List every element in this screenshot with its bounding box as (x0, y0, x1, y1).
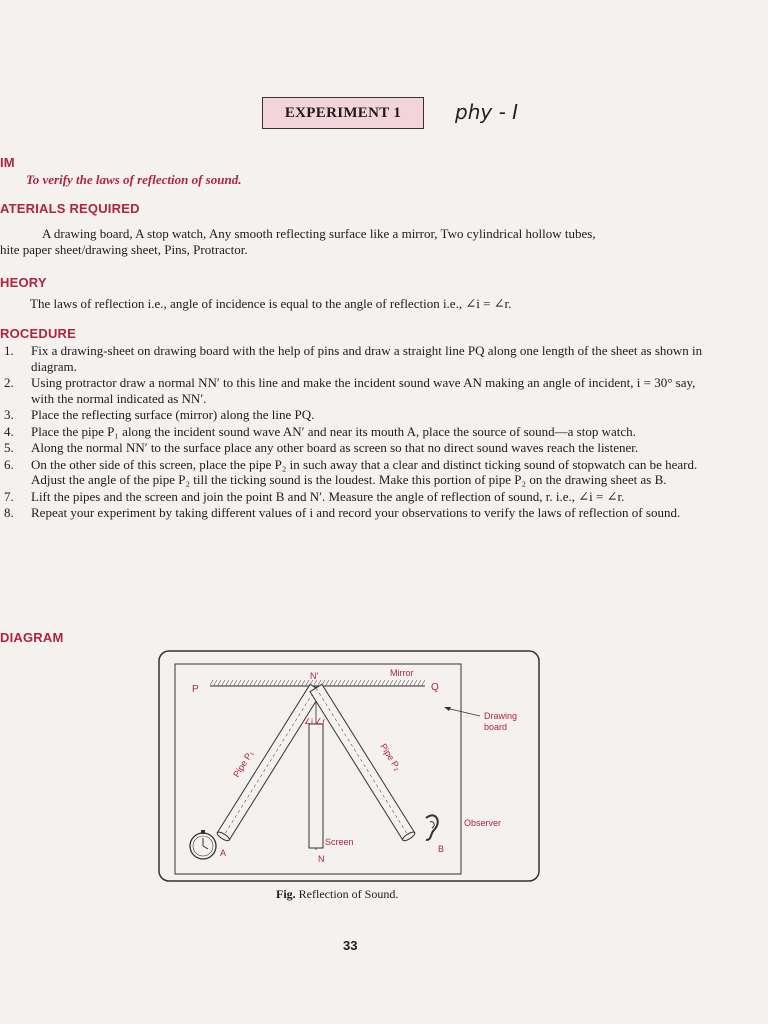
pipe-p1 (216, 684, 322, 842)
label-board: board (484, 722, 508, 732)
procedure-step: 7. Lift the pipes and the screen and join the point B and N′. Measure the angle of reflection of sound, r. i.e., ∠i = ∠r. (4, 488, 625, 504)
procedure-heading: ROCEDURE (0, 326, 76, 341)
label-mirror: Mirror (390, 668, 414, 678)
label-observer: Observer (464, 818, 502, 828)
pointer-arrow-icon (444, 707, 451, 711)
materials-heading: ATERIALS REQUIRED (0, 201, 140, 216)
label-drawing: Drawing (484, 711, 518, 721)
label-n: N (318, 854, 325, 864)
figure-caption-label: Fig. (276, 887, 296, 901)
procedure-step: 1. Fix a drawing-sheet on drawing board with the help of pins and draw a straight line PQ along one length of the sheet as shown in diagram. (4, 343, 703, 374)
procedure-step: 6. On the other side of this screen, place the pipe P₂ in such away that a clear and distinct ticking sound of stopwatch can be heard. Adjust the angle of the pipe P₂ till the ticking sound is the loudest. Make this portion of pipe P₂ on the drawing sheet as B. (4, 456, 698, 487)
figure-caption (276, 887, 398, 902)
diagram-svg (158, 650, 540, 882)
ear-icon (426, 815, 438, 840)
label-q: Q (431, 682, 439, 693)
materials-line-1: A drawing board, A stop watch, Any smooth reflecting surface like a mirror, Two cylindrical hollow tubes, (42, 226, 596, 241)
stopwatch-icon (190, 830, 216, 859)
aim-heading: IM (0, 155, 15, 170)
reflection-diagram (158, 650, 540, 882)
theory-text: The laws of reflection i.e., angle of incidence is equal to the angle of reflection i.e., ∠i = ∠r. (30, 296, 512, 311)
label-pipe-p1: Pipe P₁ (231, 748, 256, 780)
experiment-title: EXPERIMENT 1 (284, 104, 402, 121)
experiment-title-box (262, 97, 424, 129)
screen-board (309, 724, 323, 848)
handwritten-note: phy - I (455, 100, 519, 124)
label-b: B (438, 844, 445, 854)
drawing-board-pointer (446, 708, 480, 716)
label-a: A (220, 848, 227, 858)
procedure-step: 2. Using protractor draw a normal NN′ to this line and make the incident sound wave AN making an angle of incident, i = 30° say, with the normal indicated as NN′. (4, 375, 696, 406)
aim-text: To verify the laws of reflection of sound. (26, 172, 242, 187)
label-pipe-p2: Pipe P₂ (378, 741, 403, 773)
label-n-prime: N' (310, 671, 319, 681)
procedure-step: 5. Along the normal NN′ to the surface place any other board as screen so that no direct sound waves reach the listener. (4, 440, 639, 455)
procedure-step: 8. Repeat your experiment by taking different values of i and record your observations to verify the laws of reflection of sound. (4, 505, 681, 520)
label-p: P (192, 684, 199, 695)
label-angles: ∠i ∠r (304, 717, 326, 726)
label-screen: Screen (325, 837, 354, 847)
diagram-heading: DIAGRAM (0, 630, 64, 645)
procedure-steps (0, 343, 705, 522)
procedure-step: 4. Place the pipe P₁ along the incident sound wave AN′ and near its mouth A, place the source of sound—a stop watch. (4, 423, 636, 439)
theory-heading: HEORY (0, 275, 47, 290)
procedure-step: 3. Place the reflecting surface (mirror) along the line PQ. (4, 407, 315, 422)
page-number: 33 (343, 938, 358, 953)
figure-caption-text: Reflection of Sound. (298, 887, 399, 901)
materials-line-2: hite paper sheet/drawing sheet, Pins, Protractor. (0, 242, 248, 257)
